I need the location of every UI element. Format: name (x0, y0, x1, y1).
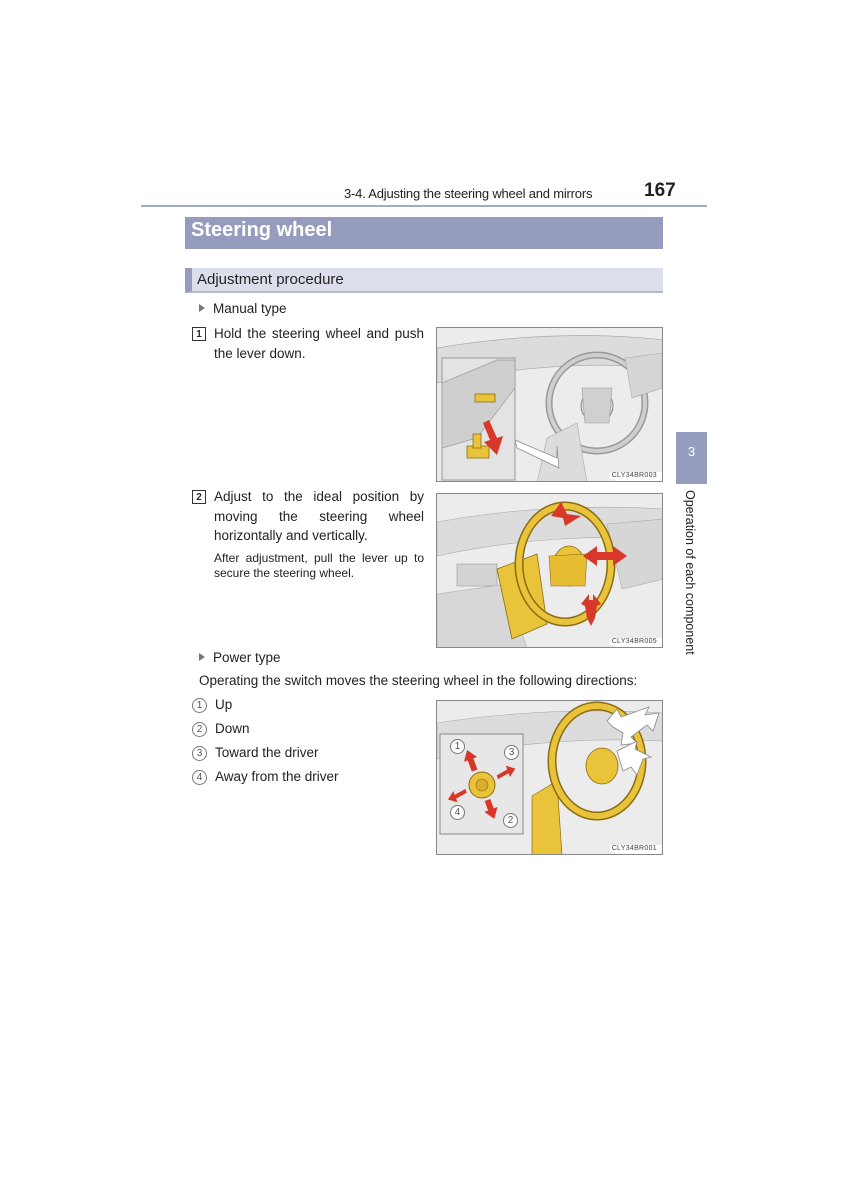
direction-down: Down (215, 721, 250, 736)
bullet-triangle-icon (199, 653, 205, 661)
step-note: After adjustment, pull the lever up to secure the steering wheel. (214, 551, 424, 580)
power-intro: Operating the switch moves the steering wheel in the following directions: (199, 673, 638, 688)
step-text: Hold the steering wheel and push the lever down. (214, 326, 424, 361)
power-switch-illustration (437, 701, 663, 855)
figure-wheel-adjust (436, 493, 663, 648)
figure-code: CLY34BR005 (611, 638, 657, 645)
step-text: Adjust to the ideal position by moving the steering wheel horizontally and vertically. (214, 489, 424, 543)
callout-away-from-driver: 4 (450, 805, 465, 820)
direction-number: 1 (192, 698, 207, 713)
power-type-bullet (199, 650, 281, 665)
chapter-number: 3 (687, 444, 696, 459)
direction-number: 3 (192, 746, 207, 761)
figure-code: CLY34BR001 (611, 845, 657, 852)
step-number-box: 1 (192, 327, 206, 341)
figure-power-switch (436, 700, 663, 855)
header-divider (141, 205, 707, 207)
running-header: 3-4. Adjusting the steering wheel and mirrors (344, 186, 593, 201)
lever-illustration (437, 328, 663, 482)
manual-type-bullet (199, 301, 287, 316)
figure-code: CLY34BR003 (611, 472, 657, 479)
direction-toward-driver: Toward the driver (215, 745, 319, 760)
chapter-label: Operation of each component (683, 490, 697, 655)
figure-lever-push (436, 327, 663, 482)
section-subtitle: Adjustment procedure (197, 271, 344, 288)
manual-type-label: Manual type (213, 301, 287, 316)
step-number-box: 2 (192, 490, 206, 504)
direction-number: 4 (192, 770, 207, 785)
page-number: 167 (644, 180, 676, 201)
bullet-triangle-icon (199, 304, 205, 312)
callout-toward-driver: 3 (504, 745, 519, 760)
page-title: Steering wheel (191, 219, 333, 241)
power-type-label: Power type (213, 650, 281, 665)
callout-down: 2 (503, 813, 518, 828)
wheel-adjust-illustration (437, 494, 663, 648)
direction-away-from-driver: Away from the driver (215, 769, 339, 784)
direction-up: Up (215, 697, 233, 712)
callout-up: 1 (450, 739, 465, 754)
direction-number: 2 (192, 722, 207, 737)
